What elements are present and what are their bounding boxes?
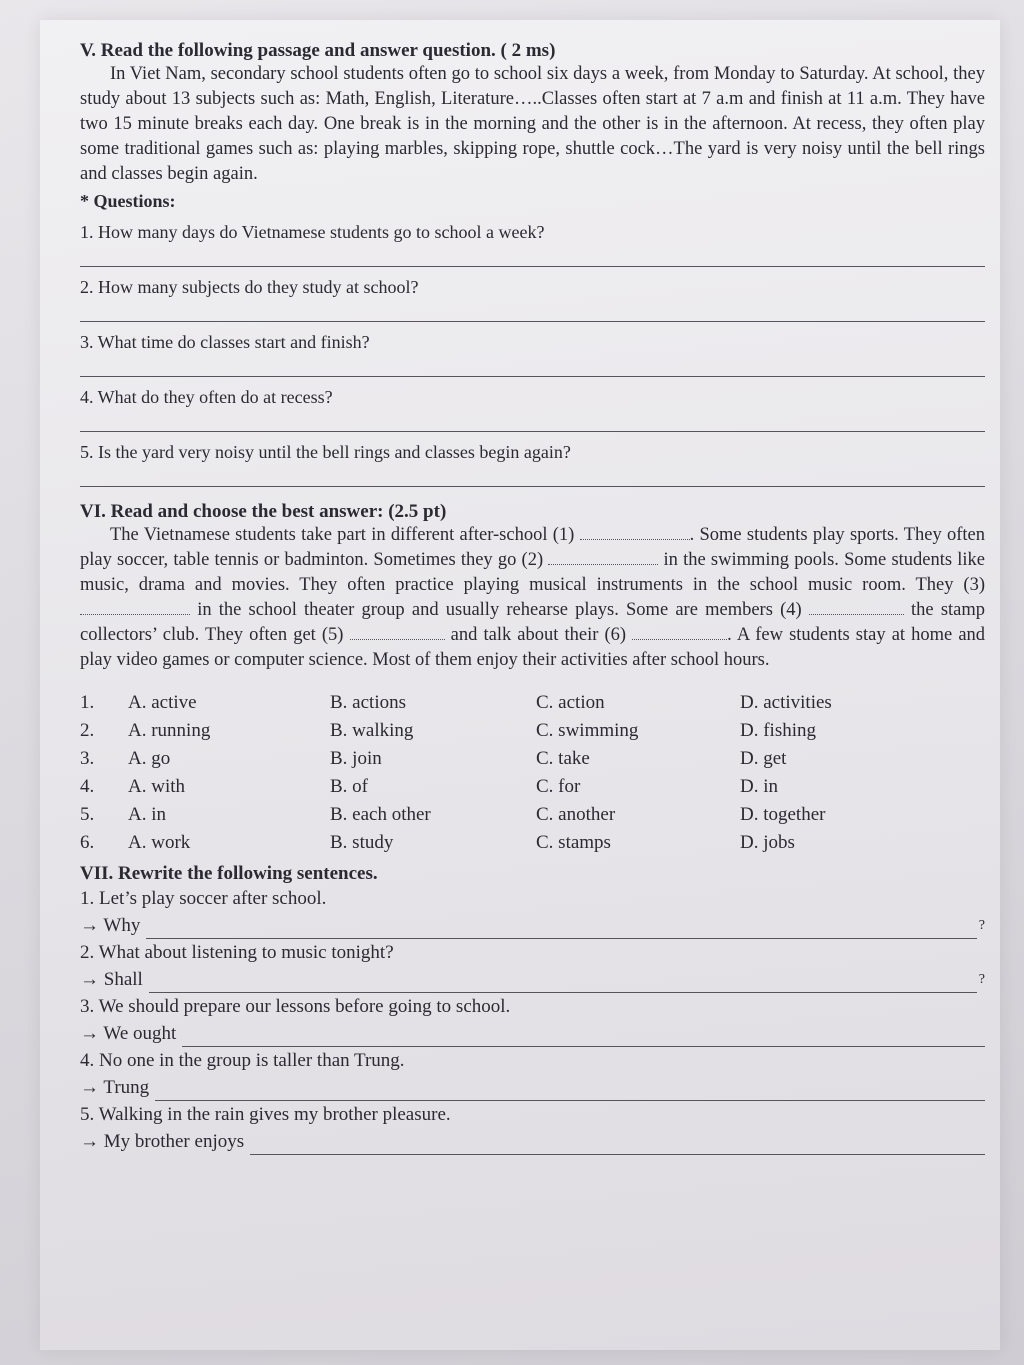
option-c[interactable]: C. stamps bbox=[536, 832, 611, 853]
blank-3[interactable] bbox=[80, 600, 190, 615]
options-row bbox=[80, 831, 832, 859]
answer-line-1[interactable] bbox=[80, 244, 985, 267]
passage-part-7: . A few students stay at home and play video games or computer science. Most of them enjoy their activities after school hours. bbox=[80, 625, 986, 670]
rewrite-answer-1 bbox=[80, 912, 985, 939]
option-b[interactable]: B. each other bbox=[330, 804, 431, 825]
rewrite-prompt-4: 4. No one in the group is taller than Trung. bbox=[80, 1050, 405, 1071]
option-d[interactable]: D. get bbox=[740, 748, 787, 769]
section-vii-heading: VII. Rewrite the following sentences. bbox=[80, 863, 378, 884]
option-number: 4. bbox=[80, 776, 95, 797]
rewrite-line-5[interactable] bbox=[250, 1136, 985, 1155]
rewrite-line-4[interactable] bbox=[155, 1082, 985, 1101]
passage-part-5: the stamp collectors’ club. They often get (5) bbox=[80, 600, 986, 645]
rewrite-answer-3 bbox=[80, 1020, 985, 1047]
section-vi bbox=[80, 501, 985, 859]
rewrite-starter: → My brother enjoys bbox=[80, 1131, 245, 1152]
option-b[interactable]: B. walking bbox=[330, 720, 414, 741]
question-mark: ? bbox=[978, 918, 985, 933]
options-row bbox=[80, 775, 832, 803]
question-5: 5. Is the yard very noisy until the bell rings and classes begin again? bbox=[80, 442, 571, 462]
section-vi-heading: VI. Read and choose the best answer: (2.5 pt) bbox=[80, 501, 447, 522]
option-number: 3. bbox=[80, 748, 95, 769]
option-a[interactable]: A. with bbox=[128, 776, 185, 797]
options-row bbox=[80, 719, 832, 747]
answer-line-4[interactable] bbox=[80, 409, 985, 432]
option-d[interactable]: D. fishing bbox=[740, 720, 816, 741]
option-a[interactable]: A. go bbox=[128, 748, 171, 769]
passage-part-1: The Vietnamese students take part in different after-school (1) bbox=[110, 525, 575, 545]
option-c[interactable]: C. swimming bbox=[536, 720, 639, 741]
option-number: 2. bbox=[80, 720, 95, 741]
option-d[interactable]: D. jobs bbox=[740, 832, 795, 853]
passage-part-2: . Some students play sports. They often play soccer, table tennis or badminton. Sometimes they go (2) bbox=[80, 525, 986, 570]
rewrite-prompt-5: 5. Walking in the rain gives my brother pleasure. bbox=[80, 1104, 451, 1125]
blank-5[interactable] bbox=[350, 625, 445, 640]
rewrite-answer-2 bbox=[80, 966, 985, 993]
option-b[interactable]: B. actions bbox=[330, 692, 406, 713]
option-b[interactable]: B. study bbox=[330, 832, 394, 853]
rewrite-line-1[interactable] bbox=[146, 920, 976, 939]
answer-line-5[interactable] bbox=[80, 464, 985, 487]
rewrite-prompt-3: 3. We should prepare our lessons before going to school. bbox=[80, 996, 511, 1017]
option-b[interactable]: B. join bbox=[330, 748, 382, 769]
rewrite-starter: → We ought bbox=[80, 1023, 177, 1044]
option-c[interactable]: C. for bbox=[536, 776, 581, 797]
option-c[interactable]: C. take bbox=[536, 748, 590, 769]
section-vi-passage bbox=[80, 523, 985, 673]
options-row bbox=[80, 747, 832, 775]
question-2: 2. How many subjects do they study at school? bbox=[80, 277, 419, 297]
rewrite-line-3[interactable] bbox=[182, 1028, 985, 1047]
answer-line-3[interactable] bbox=[80, 354, 985, 377]
option-a[interactable]: A. active bbox=[128, 692, 197, 713]
blank-1[interactable] bbox=[580, 525, 690, 540]
questions-label: * Questions: bbox=[80, 191, 176, 211]
rewrite-starter: → Why bbox=[80, 915, 141, 936]
option-c[interactable]: C. action bbox=[536, 692, 605, 713]
answer-line-2[interactable] bbox=[80, 299, 985, 322]
passage-part-4: in the school theater group and usually rehearse plays. Some are members (4) bbox=[197, 600, 802, 620]
section-v-passage: In Viet Nam, secondary school students often go to school six days a week, from Monday to Saturday. At school, they study about 13 subjects such as: Math, English, Literature…..Classes often start at 7 a.m and finish at 11 a.m. They have two 15 minute breaks each day. One break is in the morning and the other is in the afternoon. At recess, they often play some traditional games such as: playing marbles, skipping rope, shuttle cock…The yard is very noisy until the bell rings and classes begin again. bbox=[80, 64, 985, 184]
option-number: 6. bbox=[80, 832, 95, 853]
rewrite-prompt-2: 2. What about listening to music tonight? bbox=[80, 942, 394, 963]
option-d[interactable]: D. in bbox=[740, 776, 778, 797]
passage-part-6: and talk about their (6) bbox=[450, 625, 627, 645]
question-1: 1. How many days do Vietnamese students go to school a week? bbox=[80, 222, 545, 242]
passage-part-3: in the swimming pools. Some students like music, drama and movies. They often practice playing musical instruments in the school music room. They (3) bbox=[80, 550, 986, 595]
rewrite-answer-5 bbox=[80, 1128, 985, 1155]
rewrite-starter: → Shall bbox=[80, 969, 143, 990]
worksheet bbox=[80, 40, 985, 1155]
question-3: 3. What time do classes start and finish? bbox=[80, 332, 370, 352]
option-number: 5. bbox=[80, 804, 95, 825]
option-a[interactable]: A. running bbox=[128, 720, 211, 741]
option-b[interactable]: B. of bbox=[330, 776, 368, 797]
blank-2[interactable] bbox=[548, 550, 658, 565]
question-4: 4. What do they often do at recess? bbox=[80, 387, 333, 407]
option-number: 1. bbox=[80, 692, 95, 713]
blank-4[interactable] bbox=[809, 600, 904, 615]
rewrite-line-2[interactable] bbox=[149, 974, 977, 993]
option-d[interactable]: D. activities bbox=[740, 692, 832, 713]
option-c[interactable]: C. another bbox=[536, 804, 616, 825]
rewrite-prompt-1: 1. Let’s play soccer after school. bbox=[80, 888, 327, 909]
rewrite-starter: → Trung bbox=[80, 1077, 150, 1098]
section-v-heading: V. Read the following passage and answer question. ( 2 ms) bbox=[80, 40, 556, 61]
option-a[interactable]: A. work bbox=[128, 832, 191, 853]
blank-6[interactable] bbox=[632, 625, 727, 640]
section-vii bbox=[80, 863, 985, 1155]
section-v bbox=[80, 40, 985, 487]
options-row bbox=[80, 803, 832, 831]
option-d[interactable]: D. together bbox=[740, 804, 826, 825]
option-a[interactable]: A. in bbox=[128, 804, 166, 825]
options-row bbox=[80, 691, 832, 719]
rewrite-answer-4 bbox=[80, 1074, 985, 1101]
options-table bbox=[80, 691, 832, 859]
question-mark: ? bbox=[978, 972, 985, 987]
